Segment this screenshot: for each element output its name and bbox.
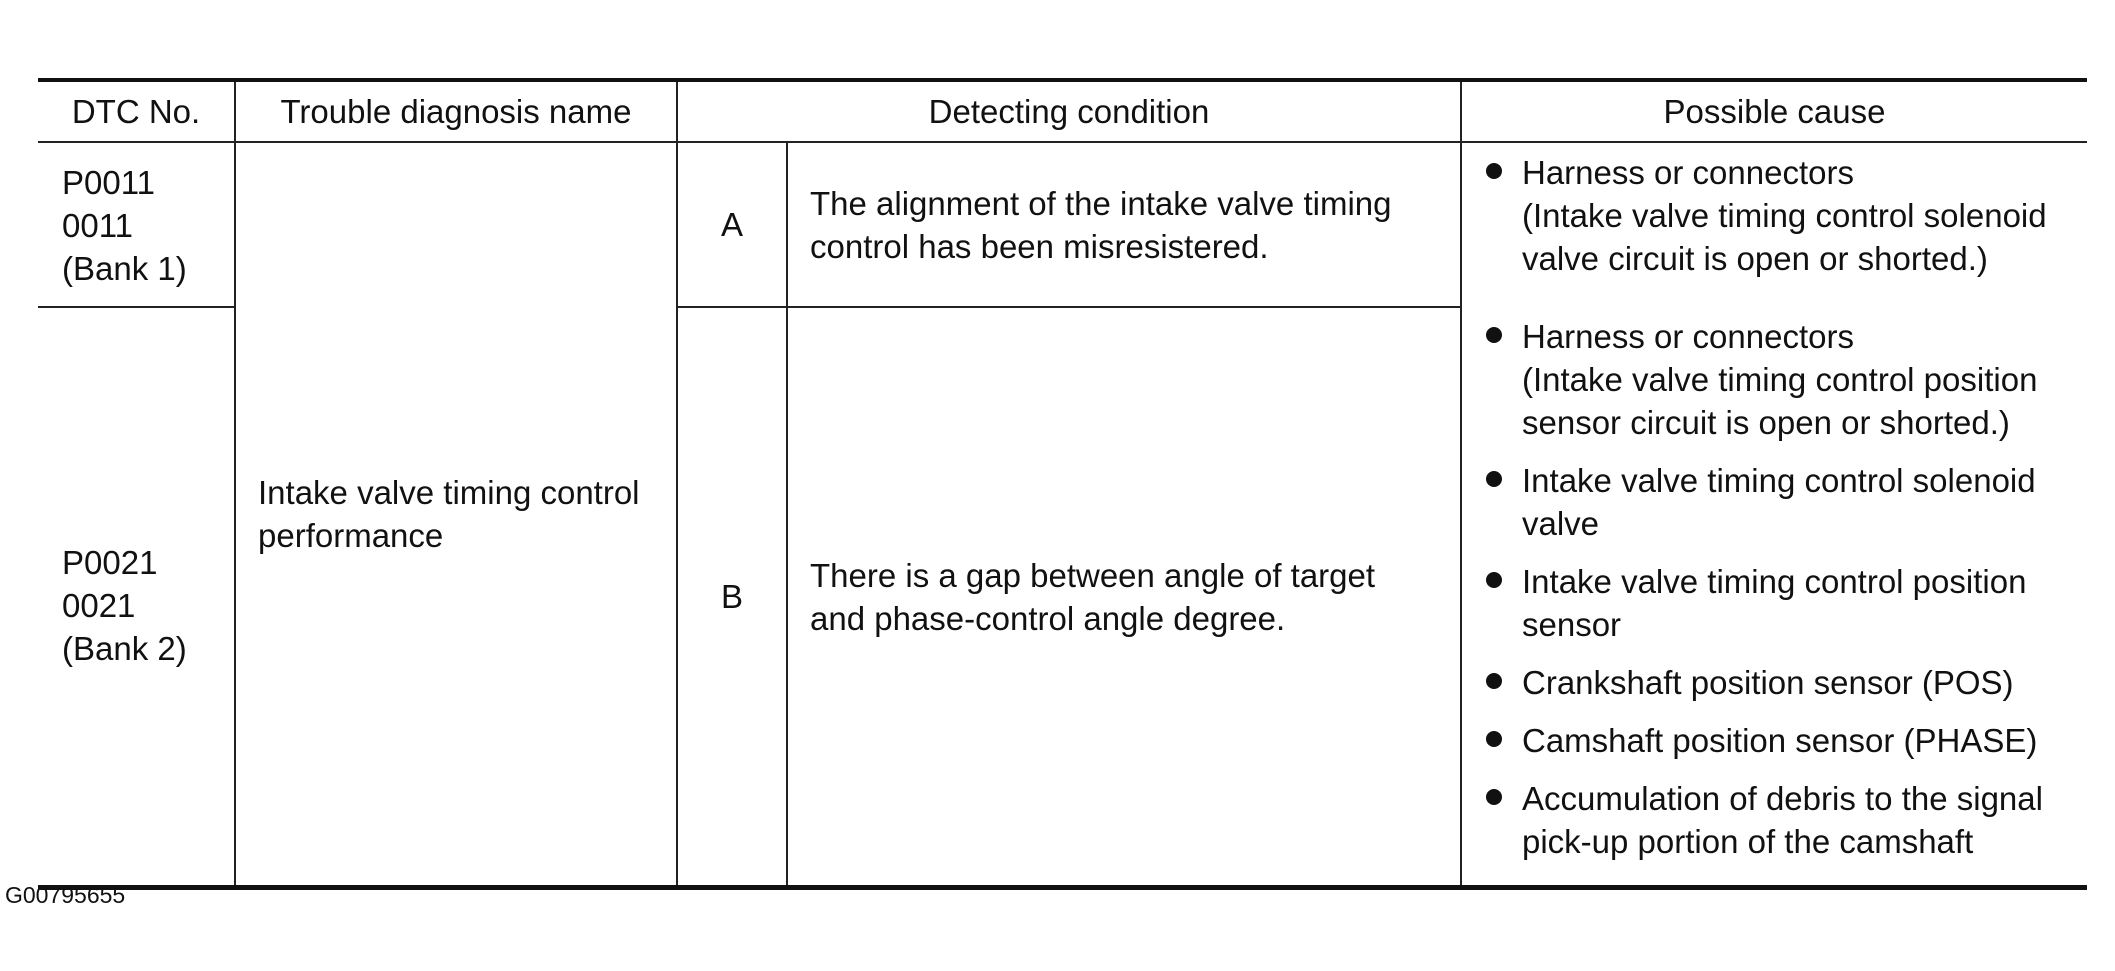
dtc-bank-1: (Bank 1) [62,250,187,287]
list-item [1486,719,2087,762]
bullet-icon [1486,673,1502,689]
bullet-icon [1486,731,1502,747]
cause-text: Accumulation of debris to the signal pick-up portion of the camshaft [1522,780,2043,860]
dtc-bank-2: (Bank 2) [62,630,187,667]
cause-text: Intake valve timing control position sensor [1522,563,2027,643]
list-item [1486,315,2087,444]
diagnosis-name-cell [235,142,677,888]
possible-cause-cell-b [1461,307,2087,888]
cause-list-a [1486,151,2087,280]
diagnosis-name: Intake valve timing control performance [258,474,640,554]
dtc-code-p0021: P0021 [62,544,158,581]
bullet-icon [1486,327,1502,343]
header-detecting-condition: Detecting condition [677,80,1461,142]
dtc-code-p0011: P0011 [62,164,155,201]
condition-code-a: A [677,142,787,307]
figure-reference-code: G00795655 [5,882,126,908]
list-item [1486,560,2087,646]
list-item [1486,777,2087,863]
cause-list-b [1486,315,2087,863]
cause-text: Harness or connectors [1522,154,1854,191]
condition-code-b: B [677,307,787,888]
bullet-icon [1486,789,1502,805]
dtc-code-0021: 0021 [62,587,136,624]
condition-text-b: There is a gap between angle of target and phase-control angle degree. [787,307,1461,888]
header-dtc-no: DTC No. [38,80,235,142]
condition-text-a: The alignment of the intake valve timing control has been misresistered. [787,142,1461,307]
bullet-icon [1486,471,1502,487]
cause-subtext: (Intake valve timing control position sensor circuit is open or shorted.) [1522,361,2038,441]
cause-text: Intake valve timing control solenoid valve [1522,462,2036,542]
bullet-icon [1486,163,1502,179]
cause-text: Harness or connectors [1522,318,1854,355]
cause-text: Crankshaft position sensor (POS) [1522,664,2014,701]
bullet-icon [1486,572,1502,588]
possible-cause-cell-a [1461,142,2087,307]
dtc-code-0011: 0011 [62,207,133,244]
header-diagnosis-name: Trouble diagnosis name [235,80,677,142]
list-item [1486,151,2087,280]
dtc-cell-bank-2 [38,307,235,888]
list-item [1486,661,2087,704]
table-row [38,142,2087,307]
dtc-table [38,78,2087,890]
table-header-row [38,80,2087,142]
cause-text: Camshaft position sensor (PHASE) [1522,722,2038,759]
cause-subtext: (Intake valve timing control solenoid valve circuit is open or shorted.) [1522,197,2047,277]
dtc-cell-bank-1 [38,142,235,307]
list-item [1486,459,2087,545]
header-possible-cause: Possible cause [1461,80,2087,142]
